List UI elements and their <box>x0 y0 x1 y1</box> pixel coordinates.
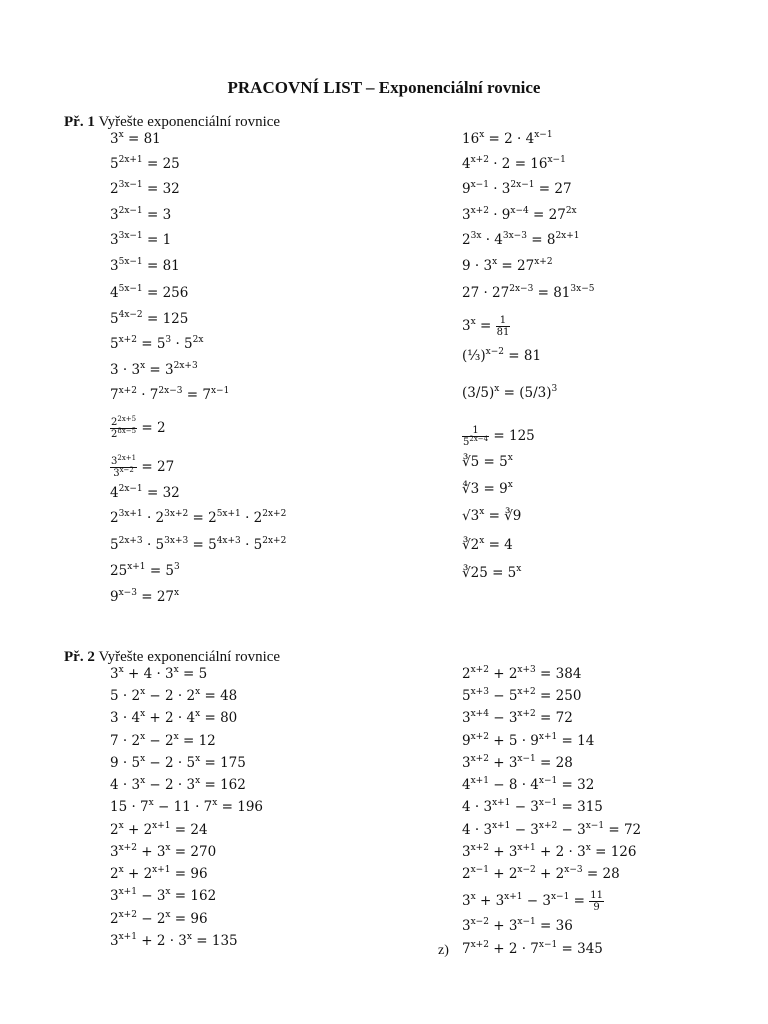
item-label-z: z) <box>438 943 449 958</box>
ex2-left-equation-4: $7 \cdot 2^x - 2^x = 12$ <box>110 732 216 749</box>
ex1-right-equation-7: $27 \cdot 27^{2x-3} = 81^{3x-5}$ <box>462 284 595 301</box>
ex1-left-equation-4: $3^{2x-1} = 3$ <box>110 206 172 223</box>
exercise-2-number: Př. 2 <box>64 649 95 665</box>
ex2-right-equation-2: $5^{x+3} - 5^{x+2} = 250$ <box>462 687 582 704</box>
exercise-1-number: Př. 1 <box>64 114 95 130</box>
ex1-left-equation-18: $9^{x-3} = 27^x$ <box>110 588 180 605</box>
ex1-right-equation-2: $4^{x+2} \cdot 2 = 16^{x-1}$ <box>462 155 566 172</box>
ex2-left-equation-10: $2^x + 2^{x+1} = 96$ <box>110 865 208 882</box>
ex2-left-equation-6: $4 \cdot 3^x - 2 \cdot 3^x = 162$ <box>110 776 246 793</box>
ex1-left-equation-9: $5^{x+2} = 5^3 \cdot 5^{2x}$ <box>110 335 204 352</box>
ex1-right-equation-9: (⅓)$^{x-2}$ = 81 <box>462 347 542 364</box>
ex1-left-equation-16: $5^{2x+3} \cdot 5^{3x+3} = 5^{4x+3} \cdot 5^{2x+2}$ <box>110 536 287 553</box>
exercise-2-instruction: Vyřešte exponenciální rovnice <box>98 649 281 665</box>
ex2-right-equation-13: $7^{x+2} + 2 \cdot 7^{x-1} = 345$ <box>462 940 603 957</box>
ex1-right-equation-4: $3^{x+2} \cdot 9^{x-4} = 27^{2x}$ <box>462 206 577 223</box>
ex2-right-equation-6: $4^{x+1} - 8 \cdot 4^{x-1} = 32$ <box>462 776 595 793</box>
exercise-1-instruction: Vyřešte exponenciální rovnice <box>98 114 281 130</box>
ex1-right-equation-10: $(3/5)^x = (5/3)^3$ <box>462 384 558 401</box>
ex1-left-equation-10: $3 \cdot 3^x = 3^{2x+3}$ <box>110 361 198 378</box>
ex1-left-equation-13: $\frac{3^{2x+1}}{3^{x-2}}$ = 27 <box>111 454 175 479</box>
ex1-right-equation-6: $9 \cdot 3^x = 27^{x+2}$ <box>462 257 553 274</box>
ex1-right-equation-13: ∜3 = $9^x$ <box>462 480 513 497</box>
exercise-2-heading <box>64 649 280 666</box>
ex1-right-equation-1: $16^x = 2 \cdot 4^{x-1}$ <box>462 130 553 147</box>
ex1-right-equation-15: $∛2^x = 4$ <box>462 536 513 553</box>
ex2-left-equation-3: $3 \cdot 4^x + 2 \cdot 4^x = 80$ <box>110 709 238 726</box>
ex2-right-equation-7: $4 \cdot 3^{x+1} - 3^{x-1} = 315$ <box>462 798 603 815</box>
ex2-right-equation-12: $3^{x-2} + 3^{x-1} = 36$ <box>462 917 573 934</box>
ex1-left-equation-1: $3^x = 81$ <box>110 130 161 147</box>
ex2-left-equation-2: $5 \cdot 2^x - 2 \cdot 2^x = 48$ <box>110 687 238 704</box>
ex1-left-equation-15: $2^{3x+1} \cdot 2^{3x+2} = 2^{5x+1} \cdot 2^{2x+2}$ <box>110 509 287 526</box>
ex1-left-equation-7: $4^{5x-1} = 256$ <box>110 284 189 301</box>
ex2-left-equation-8: $2^x + 2^{x+1} = 24$ <box>110 821 208 838</box>
ex1-right-equation-8: $3^x$ = $\frac{1}{81}$ <box>462 315 510 338</box>
ex2-right-equation-10: $2^{x-1} + 2^{x-2} + 2^{x-3} = 28$ <box>462 865 620 882</box>
ex1-right-equation-5: $2^{3x} \cdot 4^{3x-3} = 8^{2x+1}$ <box>462 231 580 248</box>
ex2-right-equation-1: $2^{x+2} + 2^{x+3} = 384$ <box>462 665 582 682</box>
ex2-right-equation-4: $9^{x+2} + 5 \cdot 9^{x+1} = 14$ <box>462 732 595 749</box>
ex1-left-equation-12: $\frac{2^{2x+5}}{2^{8x-5}}$ = 2 <box>111 415 166 440</box>
ex2-right-equation-5: $3^{x+2} + 3^{x-1} = 28$ <box>462 754 573 771</box>
ex2-left-equation-13: $3^{x+1} + 2 \cdot 3^x = 135$ <box>110 932 238 949</box>
ex1-left-equation-5: $3^{3x-1} = 1$ <box>110 231 172 248</box>
ex1-left-equation-17: $25^{x+1} = 5^3$ <box>110 562 180 579</box>
ex2-left-equation-7: $15 \cdot 7^x - 11 \cdot 7^x = 196$ <box>110 798 264 815</box>
ex1-left-equation-8: $5^{4x-2} = 125$ <box>110 310 189 327</box>
ex2-right-equation-9: $3^{x+2} + 3^{x+1} + 2 \cdot 3^x = 126$ <box>462 843 637 860</box>
ex1-right-equation-3: $9^{x-1} \cdot 3^{2x-1} = 27$ <box>462 180 572 197</box>
ex2-left-equation-1: $3^x + 4 \cdot 3^x = 5$ <box>110 665 208 682</box>
ex2-left-equation-11: $3^{x+1} - 3^x = 162$ <box>110 887 217 904</box>
exercise-1-heading <box>64 114 280 131</box>
ex1-right-equation-11: $\frac{1}{5^{2x-4}}$ = 125 <box>463 425 535 448</box>
ex1-right-equation-14: $√3^x$ = ∛9 <box>462 507 522 524</box>
ex1-left-equation-11: $7^{x+2} \cdot 7^{2x-3} = 7^{x-1}$ <box>110 386 230 403</box>
ex1-left-equation-14: $4^{2x-1} = 32$ <box>110 484 180 501</box>
ex1-right-equation-12: ∛5 = $5^x$ <box>462 453 513 470</box>
ex2-left-equation-5: $9 \cdot 5^x - 2 \cdot 5^x = 175$ <box>110 754 246 771</box>
page-title: PRACOVNÍ LIST – Exponenciální rovnice <box>227 78 541 97</box>
ex2-right-equation-3: $3^{x+4} - 3^{x+2} = 72$ <box>462 709 573 726</box>
ex2-right-equation-8: $4 \cdot 3^{x+1} - 3^{x+2} - 3^{x-1} = 72$ <box>462 821 642 838</box>
ex2-right-equation-11: $3^x + 3^{x+1} - 3^{x-1}$ = $\frac{11}{9}$ <box>462 890 603 913</box>
ex2-left-equation-12: $2^{x+2} - 2^x = 96$ <box>110 910 208 927</box>
ex1-left-equation-6: $3^{5x-1} = 81$ <box>110 257 180 274</box>
ex1-left-equation-3: $2^{3x-1} = 32$ <box>110 180 180 197</box>
ex2-left-equation-9: $3^{x+2} + 3^x = 270$ <box>110 843 217 860</box>
ex1-left-equation-2: $5^{2x+1} = 25$ <box>110 155 180 172</box>
ex1-right-equation-16: ∛25 = $5^x$ <box>462 564 522 581</box>
